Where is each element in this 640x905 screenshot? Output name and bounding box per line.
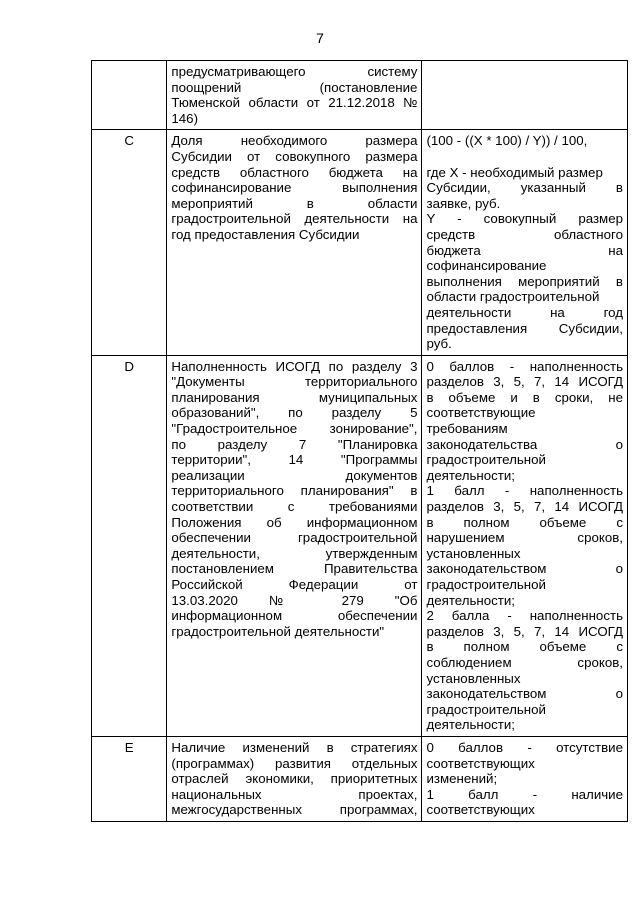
text-line: 0 баллов - наполненность — [426, 358, 623, 374]
text-line: 1 балл - наполненность — [426, 483, 623, 499]
text-line: соответствующие — [426, 405, 536, 421]
text-line: постановлением Правительства — [171, 561, 418, 577]
text-line: градостроительной — [426, 701, 546, 717]
criterion-name-cell — [167, 61, 422, 130]
text-line: руб. — [426, 336, 452, 352]
text-line: (100 - ((X * 100) / Y)) / 100, — [426, 133, 588, 149]
text-line: Y - совокупный размер — [426, 211, 623, 227]
table-row — [92, 736, 628, 821]
text-line: требованиям — [426, 421, 508, 437]
text-line: установленных — [426, 670, 521, 686]
text-line: установленных — [426, 545, 521, 561]
text-line: Наличие изменений в стратегиях — [171, 739, 418, 755]
text-line: в полном объеме с — [426, 639, 623, 655]
text-line: "Документы территориального — [171, 374, 418, 390]
text-line: соответствующих — [426, 802, 535, 818]
formula-cell — [422, 61, 628, 130]
formula-cell — [422, 355, 628, 736]
text-line: межгосударственных программах, — [171, 802, 418, 818]
text-line: соответствующих — [426, 755, 535, 771]
text-line: 146) — [171, 110, 199, 126]
text-line: деятельности; — [426, 467, 516, 483]
text-line: поощрений (постановление — [171, 79, 418, 95]
row-code-cell: E — [92, 736, 167, 821]
text-line: образований", по разделу 5 — [171, 405, 418, 421]
text-line: Субсидии, указанный в — [426, 180, 623, 196]
text-line — [426, 149, 623, 165]
text-line: средств областного — [426, 226, 623, 242]
text-line: соблюдением сроков, — [426, 654, 623, 670]
text-line: соответствии с требованиями — [171, 499, 418, 515]
text-line: Тюменской области от 21.12.2018 № — [171, 95, 418, 111]
text-line: деятельности; — [426, 592, 516, 608]
criterion-name-cell — [167, 355, 422, 736]
text-line: софинансирование выполнения — [171, 180, 418, 196]
text-line: законодательством о — [426, 561, 623, 577]
row-code-cell: C — [92, 130, 167, 355]
text-line: отраслей экономики, приоритетных — [171, 771, 418, 787]
row-code-cell — [92, 61, 167, 130]
text-line: "Градостроительное зонирование", — [171, 421, 418, 437]
text-line: территории", 14 "Программы — [171, 452, 418, 468]
text-line: деятельности на год — [426, 304, 623, 320]
text-line: планирования муниципальных — [171, 389, 418, 405]
text-line: Российской Федерации от — [171, 577, 418, 592]
text-line: предоставления Субсидии, — [426, 320, 623, 336]
text-line: разделов 3, 5, 7, 14 ИСОГД — [426, 499, 623, 515]
text-line: Доля необходимого размера — [171, 133, 418, 149]
table-row — [92, 355, 628, 736]
text-line: в полном объеме с — [426, 514, 623, 530]
text-line: деятельности, утвержденным — [171, 545, 418, 561]
text-line: 13.03.2020 № 279 "Об — [171, 592, 418, 608]
criterion-name-cell — [167, 736, 422, 821]
text-line: градостроительной деятельности на — [171, 211, 418, 227]
text-line: по разделу 7 "Планировка — [171, 436, 418, 452]
text-line: законодательством о — [426, 686, 623, 702]
text-line: деятельности; — [426, 717, 516, 733]
text-line: изменений; — [426, 771, 498, 787]
text-line: бюджета на — [426, 242, 623, 258]
text-line: выполнения мероприятий в — [426, 273, 623, 289]
row-code-cell: D — [92, 355, 167, 736]
text-line: законодательства о — [426, 436, 623, 452]
text-line: области градостроительной — [426, 289, 600, 305]
text-line: в объеме и в сроки, не — [426, 389, 623, 405]
page-number: 7 — [316, 30, 324, 46]
criterion-name-cell — [167, 130, 422, 355]
text-line: Наполненность ИСОГД по разделу 3 — [171, 358, 418, 374]
text-line: разделов 3, 5, 7, 14 ИСОГД — [426, 374, 623, 390]
text-line: реализации документов — [171, 467, 418, 483]
text-line: градостроительной деятельности" — [171, 623, 385, 639]
text-line: Положения об информационном — [171, 514, 418, 530]
text-line: 1 балл - наличие — [426, 786, 623, 802]
text-line: 0 баллов - отсутствие — [426, 739, 623, 755]
text-line: нарушением сроков, — [426, 530, 623, 546]
text-line: мероприятий в области — [171, 195, 418, 211]
text-line: градостроительной — [426, 452, 546, 468]
text-line: Субсидии от совокупного размера — [171, 148, 418, 164]
text-line: территориального планирования" в — [171, 483, 418, 499]
formula-cell — [422, 736, 628, 821]
text-line: информационном обеспечении — [171, 608, 418, 624]
table-row — [92, 130, 628, 355]
text-line: год предоставления Субсидии — [171, 226, 360, 242]
text-line: предусматривающего систему — [171, 64, 418, 79]
text-line: национальных проектах, — [171, 786, 418, 802]
text-line: средств областного бюджета на — [171, 164, 418, 180]
table-row — [92, 61, 628, 130]
text-line: (программах) развития отдельных — [171, 755, 418, 771]
text-line: обеспечении градостроительной — [171, 530, 418, 546]
text-line: градостроительной — [426, 577, 546, 592]
text-line: 2 балла - наполненность — [426, 608, 623, 624]
text-line: где X - необходимый размер — [426, 164, 603, 180]
formula-cell — [422, 130, 628, 355]
text-line: софинансирование — [426, 258, 547, 274]
text-line: разделов 3, 5, 7, 14 ИСОГД — [426, 623, 623, 639]
text-line: заявке, руб. — [426, 195, 501, 211]
criteria-table — [91, 60, 628, 822]
